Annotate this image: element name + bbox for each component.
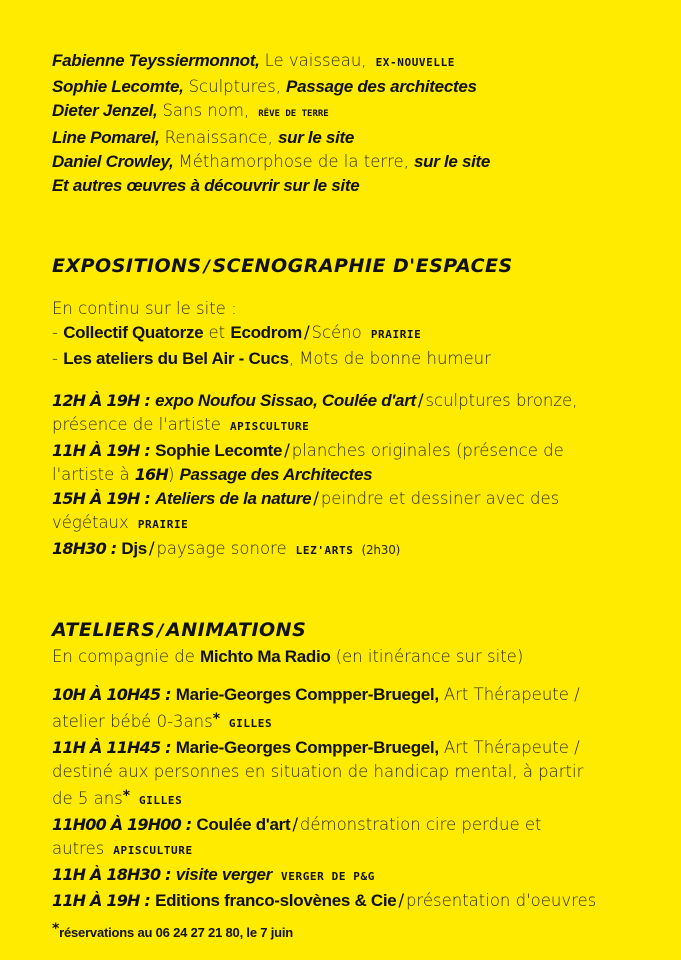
time-range: 11H À 19H : [52, 891, 151, 910]
heading-part: ANIMATIONS [166, 619, 307, 641]
location-tag: APISCULTURE [229, 420, 310, 433]
location-tag: LEZ'ARTS [295, 544, 354, 557]
program-page [52, 49, 652, 945]
section-heading-expositions [52, 252, 652, 281]
artist-line [52, 99, 652, 126]
event-title: expo Noufou Sissao, Coulée d'art [155, 391, 416, 410]
artwork-title: Le vaisseau, [264, 51, 367, 70]
location-text: sur le site [414, 152, 491, 171]
event-title: Editions franco-slovènes & Cie [155, 891, 397, 910]
heading-part: SCENOGRAPHIE D'ESPACES [212, 255, 513, 277]
schedule-item [52, 487, 652, 537]
event-title: Ateliers de la nature [155, 489, 312, 508]
slash-divider: / [284, 441, 290, 461]
location-text: sur le site [277, 128, 355, 147]
section-heading-ateliers [52, 616, 652, 645]
description: peindre et dessiner avec des [320, 489, 560, 508]
artwork-title: Sculptures, [188, 77, 281, 96]
artist-line [52, 49, 652, 75]
collective-name: Collectif Quatorze [63, 323, 204, 342]
slash-divider: / [417, 391, 424, 411]
time-range: 12H À 19H : [52, 391, 151, 410]
description: planches originales (présence de [291, 441, 564, 460]
location-tag: GILLES [228, 717, 273, 730]
location-tag: PRAIRIE [137, 518, 189, 531]
description: végétaux [52, 513, 129, 532]
time-range: 10H À 10H45 : [52, 685, 171, 704]
slash-divider: / [203, 257, 211, 277]
schedule-item [52, 736, 652, 813]
location-tag: APISCULTURE [113, 844, 193, 857]
event-title: Marie-Georges Compper-Bruegel, [175, 738, 439, 757]
slash-divider: / [148, 539, 155, 559]
schedule-item [52, 863, 652, 889]
artist-line [52, 150, 652, 174]
bullet-dash: - [52, 323, 64, 342]
closing-text: Et autres œuvres à découvrir sur le site [52, 176, 360, 195]
description: atelier bébé 0-3ans [52, 712, 213, 731]
location-text: Passage des Architectes [179, 465, 373, 484]
artists-closing [52, 174, 652, 198]
event-title: visite verger [175, 865, 272, 884]
description: autres [52, 839, 105, 858]
description: Art Thérapeute / [443, 685, 580, 704]
artist-name: Line Pomarel, [52, 128, 160, 147]
time-range: 11H À 18H30 : [52, 865, 171, 884]
collective-name: Les ateliers du Bel Air - Cucs [63, 349, 289, 368]
connector: , [288, 349, 295, 368]
footnote [52, 917, 652, 945]
reservation-note: réservations au 06 24 27 21 80, le 7 juin [59, 925, 294, 940]
duration-note: (2h30) [361, 543, 401, 557]
description: destiné aux personnes en situation de handicap mental, à partir [52, 762, 584, 781]
heading-part: EXPOSITIONS [52, 255, 202, 277]
description: démonstration cire perdue et [299, 815, 542, 834]
bullet-dash: - [52, 349, 64, 368]
event-title: Sophie Lecomte [155, 441, 283, 460]
description: Art Thérapeute / [443, 738, 580, 757]
continuous-item [52, 347, 652, 371]
slash-divider: / [292, 815, 298, 835]
description: l'artiste à [52, 465, 130, 484]
event-title: Marie-Georges Compper-Bruegel, [175, 685, 439, 704]
location-tag: EX-NOUVELLE [375, 56, 456, 69]
artists-block [52, 49, 652, 198]
artist-line [52, 126, 652, 150]
location-text: Passage des architectes [286, 77, 477, 96]
artist-name: Fabienne Teyssiermonnot, [52, 51, 260, 70]
description: Mots de bonne humeur [299, 349, 491, 368]
schedule-item [52, 389, 652, 439]
location-tag: PRAIRIE [370, 328, 422, 341]
collective-name: Ecodrom [230, 323, 302, 342]
continuous-item [52, 321, 652, 347]
time-range: 18H30 : [52, 539, 117, 558]
slash-divider: / [303, 323, 310, 343]
intro-text: En compagnie de [52, 647, 195, 666]
schedule-item [52, 683, 652, 736]
description: Scéno [311, 323, 362, 342]
description: sculptures bronze, [425, 391, 578, 410]
ateliers-intro [52, 645, 652, 669]
artist-line [52, 75, 652, 99]
slash-divider: / [313, 489, 319, 509]
description: de 5 ans [52, 789, 123, 808]
schedule-item [52, 813, 652, 863]
description: présentation d'oeuvres [405, 891, 597, 910]
location-tag: VERGER DE P&G [281, 870, 375, 883]
asterisk: * [122, 788, 130, 804]
heading-part: ATELIERS [52, 619, 156, 641]
asterisk: * [212, 711, 220, 727]
time-range: 11H00 À 19H00 : [52, 815, 192, 834]
expositions-intro [52, 297, 652, 321]
intro-text: (en itinérance sur site) [335, 647, 524, 666]
artist-name: Daniel Crowley, [52, 152, 174, 171]
asterisk: * [52, 921, 60, 937]
artwork-title: Renaissance, [164, 128, 273, 147]
intro-text: En continu sur le site : [52, 299, 237, 318]
description: paysage sonore [156, 539, 287, 558]
schedule-item [52, 537, 652, 563]
schedule-item [52, 889, 652, 913]
time-range: 11H À 11H45 : [52, 738, 171, 757]
radio-name: Michto Ma Radio [199, 647, 331, 666]
location-tag: RÊVE DE TERRE [258, 109, 329, 119]
time-range: 11H À 19H : [52, 441, 151, 460]
connector: et [203, 323, 231, 342]
location-tag: GILLES [138, 794, 183, 807]
time-range: 15H À 19H : [52, 489, 151, 508]
slash-divider: / [398, 891, 404, 911]
event-title: Djs [121, 539, 147, 558]
artwork-title: Méthamorphose de la terre, [178, 152, 409, 171]
description: ) [167, 465, 175, 484]
artist-name: Dieter Jenzel, [52, 101, 158, 120]
event-title: Coulée d'art [196, 815, 291, 834]
description: présence de l'artiste [52, 415, 221, 434]
artwork-title: Sans nom, [162, 101, 250, 120]
artist-name: Sophie Lecomte, [52, 77, 184, 96]
slash-divider: / [157, 621, 165, 641]
schedule-item [52, 439, 652, 487]
time-highlight: 16H [134, 465, 168, 484]
